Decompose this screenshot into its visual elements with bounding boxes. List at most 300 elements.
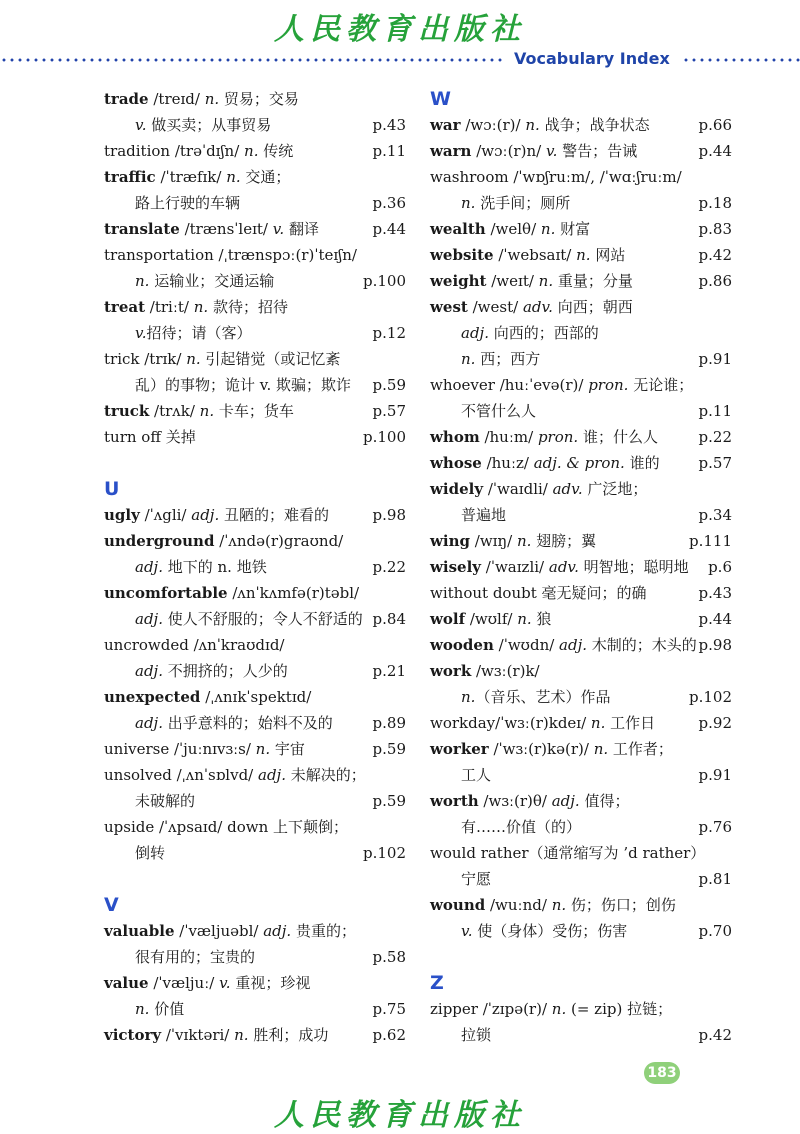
headword: traffic xyxy=(104,168,156,186)
index-entry-line xyxy=(430,216,732,242)
page-ref: p.44 xyxy=(698,142,732,160)
letter-heading-row xyxy=(430,86,732,112)
index-entry-line xyxy=(430,112,732,138)
page-ref: p.91 xyxy=(698,766,732,784)
definition: 丑陋的；难看的 xyxy=(219,506,330,524)
headword: worth xyxy=(430,792,479,810)
headword: whose xyxy=(430,454,482,472)
definition: 价值 xyxy=(149,1000,185,1018)
pronunciation: uncrowded /ʌnˈkraʊdɪd/ xyxy=(104,636,285,654)
page-ref: p.111 xyxy=(688,532,732,550)
page-ref: p.59 xyxy=(372,740,406,758)
pronunciation: /ˈwebsaɪt/ xyxy=(493,246,577,264)
index-entry-line xyxy=(104,554,406,580)
index-entry-line xyxy=(430,554,732,580)
pronunciation: /wɜː(r)θ/ xyxy=(478,792,552,810)
index-entry-line xyxy=(430,684,732,710)
definition: 毫无疑问；的确 xyxy=(541,584,647,602)
part-of-speech: n. xyxy=(517,610,532,628)
page-ref: p.22 xyxy=(698,428,732,446)
dotted-rule-left xyxy=(0,57,504,63)
pronunciation: /ˈwɜː(r)kə(r)/ xyxy=(488,740,594,758)
headword: wisely xyxy=(430,558,482,576)
index-entry-line xyxy=(430,892,732,918)
page-ref: p.89 xyxy=(372,714,406,732)
section-title: Vocabulary Index xyxy=(514,49,670,68)
headword: ugly xyxy=(104,506,140,524)
pronunciation: /ʌnˈkʌmfə(r)təbl/ xyxy=(227,584,360,602)
definition: 出乎意料的；始料不及的 xyxy=(162,714,333,732)
part-of-speech: n. xyxy=(193,298,209,316)
index-entry-line xyxy=(104,996,406,1022)
definition: 使（身体）受伤；伤害 xyxy=(472,922,628,940)
page-ref: p.44 xyxy=(698,610,732,628)
part-of-speech: n. xyxy=(226,168,241,186)
index-entry-line xyxy=(430,918,732,944)
page-ref: p.34 xyxy=(698,506,732,524)
pronunciation: unsolved /ˌʌnˈsɒlvd/ xyxy=(104,766,258,784)
definition: 工作日 xyxy=(605,714,656,732)
page-ref: p.43 xyxy=(372,116,406,134)
dotted-rule-right xyxy=(682,57,800,63)
part-of-speech: v. xyxy=(135,324,147,342)
part-of-speech: n. xyxy=(461,688,476,706)
index-entry-line xyxy=(430,164,732,190)
pronunciation: /ˌʌnɪkˈspektɪd/ xyxy=(200,688,312,706)
part-of-speech: v. xyxy=(461,922,473,940)
index-entry-line xyxy=(430,840,732,866)
headword: widely xyxy=(430,480,484,498)
part-of-speech: n. xyxy=(593,740,609,758)
part-of-speech: adv. xyxy=(548,558,579,576)
index-entry-line xyxy=(430,788,732,814)
part-of-speech: adj. xyxy=(135,610,163,628)
page-ref: p.81 xyxy=(698,870,732,888)
part-of-speech: n. xyxy=(234,1026,249,1044)
definition: 明智地；聪明地 xyxy=(578,558,689,576)
headword: war xyxy=(430,116,461,134)
definition: 工作者； xyxy=(608,740,673,758)
part-of-speech: n. xyxy=(186,350,201,368)
index-entry-line xyxy=(104,502,406,528)
pronunciation: /ˈwʊdn/ xyxy=(493,636,560,654)
page-ref: p.59 xyxy=(372,792,406,810)
page-ref: p.84 xyxy=(372,610,406,628)
page-ref: p.75 xyxy=(372,1000,406,1018)
part-of-speech: adj. xyxy=(135,662,163,680)
page-ref: p.57 xyxy=(372,402,406,420)
index-entry-line xyxy=(430,866,732,892)
index-entry-line xyxy=(104,580,406,606)
index-entry-line xyxy=(430,658,732,684)
page-ref: p.57 xyxy=(698,454,732,472)
part-of-speech: v. xyxy=(545,142,558,160)
index-entry-line xyxy=(430,190,732,216)
headword: website xyxy=(430,246,494,264)
pronunciation: /huːm/ xyxy=(479,428,538,446)
index-entry-line xyxy=(104,762,406,788)
page-ref: p.98 xyxy=(698,636,732,654)
page-ref: p.70 xyxy=(698,922,732,940)
headword: translate xyxy=(104,220,180,238)
page-ref: p.102 xyxy=(688,688,732,706)
pronunciation: /wɔː(r)n/ xyxy=(471,142,546,160)
index-entry-line xyxy=(430,476,732,502)
page-number-badge: 183 xyxy=(644,1062,680,1084)
page-ref: p.83 xyxy=(698,220,732,238)
part-of-speech: n. xyxy=(204,90,220,108)
page-ref: p.42 xyxy=(698,246,732,264)
headword: truck xyxy=(104,402,150,420)
definition: 警告；告诫 xyxy=(557,142,638,160)
page-ref: p.6 xyxy=(708,558,732,576)
section-spacer xyxy=(104,866,406,892)
headword: treat xyxy=(104,298,146,316)
index-entry-line xyxy=(104,112,406,138)
part-of-speech: n. xyxy=(516,532,532,550)
index-entry-line xyxy=(104,268,406,294)
index-entry-line xyxy=(430,268,732,294)
pronunciation: whoever /huːˈevə(r)/ xyxy=(430,376,589,394)
index-entry-line xyxy=(104,320,406,346)
index-entry-line xyxy=(104,710,406,736)
index-entry-line xyxy=(104,294,406,320)
headword: worker xyxy=(430,740,489,758)
index-entry-line xyxy=(430,424,732,450)
part-of-speech: n. xyxy=(551,896,567,914)
page-ref: p.11 xyxy=(372,142,406,160)
pronunciation: universe /ˈjuːnɪvɜːs/ xyxy=(104,740,256,758)
part-of-speech: n. xyxy=(590,714,606,732)
definition: 重量；分量 xyxy=(553,272,633,290)
definition: (= zip) 拉链； xyxy=(566,1000,673,1018)
definition: 招待；请（客） xyxy=(146,324,252,342)
part-of-speech: n. xyxy=(135,272,150,290)
headword: unexpected xyxy=(104,688,201,706)
pronunciation: /wɔː(r)/ xyxy=(460,116,526,134)
pronunciation: zipper /ˈzɪpə(r)/ xyxy=(430,1000,552,1018)
headword: whom xyxy=(430,428,480,446)
right-column xyxy=(430,86,732,1048)
pronunciation: without doubt xyxy=(430,584,542,602)
index-entry-line xyxy=(430,606,732,632)
part-of-speech: adv. xyxy=(552,480,583,498)
index-entry-line xyxy=(104,138,406,164)
definition: 谁的 xyxy=(624,454,660,472)
pronunciation: turn off xyxy=(104,428,166,446)
definition: 有……价值（的） xyxy=(461,818,582,836)
part-of-speech: n. xyxy=(255,740,271,758)
definition: 不拥挤的；人少的 xyxy=(162,662,288,680)
definition: 宁愿 xyxy=(461,870,492,888)
pronunciation: workday/ˈwɜː(r)kdeɪ/ xyxy=(430,714,591,732)
letter-heading-row xyxy=(104,476,406,502)
definition: 使人不舒服的；令人不舒适的 xyxy=(162,610,363,628)
page-ref: p.86 xyxy=(698,272,732,290)
index-entry-line xyxy=(430,996,732,1022)
pronunciation: /wʊlf/ xyxy=(465,610,518,628)
index-entry-line xyxy=(430,736,732,762)
definition: 未解决的； xyxy=(285,766,366,784)
definition: 谁；什么人 xyxy=(578,428,658,446)
part-of-speech: adj. xyxy=(135,558,163,576)
definition: 胜利；成功 xyxy=(248,1026,329,1044)
index-entry-line xyxy=(430,242,732,268)
pronunciation: /ˈvæljuəbl/ xyxy=(174,922,264,940)
index-entry-line xyxy=(104,398,406,424)
page-ref: p.42 xyxy=(698,1026,732,1044)
definition: 贵重的； xyxy=(291,922,356,940)
index-entry-line xyxy=(430,398,732,424)
page-ref: p.12 xyxy=(372,324,406,342)
part-of-speech: n. xyxy=(461,194,476,212)
definition: 网站 xyxy=(590,246,626,264)
part-of-speech: adj. xyxy=(461,324,489,342)
definition: 木制的；木头的 xyxy=(587,636,697,654)
index-entry-line xyxy=(430,320,732,346)
definition: 卡车；货车 xyxy=(214,402,294,420)
index-entry-line xyxy=(430,1022,732,1048)
definition: 传统 xyxy=(258,142,294,160)
part-of-speech: pron. xyxy=(588,376,629,394)
page-ref: p.22 xyxy=(372,558,406,576)
headword: victory xyxy=(104,1026,162,1044)
page-ref: p.100 xyxy=(362,272,406,290)
pronunciation: tradition /trəˈdɪʃn/ xyxy=(104,142,245,160)
letter-heading: U xyxy=(104,478,120,500)
page-ref: p.36 xyxy=(372,194,406,212)
part-of-speech: pron. xyxy=(537,428,579,446)
index-entry-line xyxy=(104,346,406,372)
pronunciation: /ˈvæljuː/ xyxy=(148,974,220,992)
definition: 向西；朝西 xyxy=(552,298,633,316)
definition: 运输业；交通运输 xyxy=(149,272,275,290)
pronunciation: /wuːnd/ xyxy=(485,896,552,914)
index-entry-line xyxy=(430,346,732,372)
pronunciation: /ˈwaɪzli/ xyxy=(481,558,549,576)
page-ref: p.18 xyxy=(698,194,732,212)
index-entry-line xyxy=(104,814,406,840)
index-entry-line xyxy=(104,216,406,242)
letter-heading: W xyxy=(430,88,451,110)
definition: 不管什么人 xyxy=(461,402,537,420)
page-ref: p.11 xyxy=(698,402,732,420)
page-ref: p.92 xyxy=(698,714,732,732)
page-ref: p.98 xyxy=(372,506,406,524)
definition: 做买卖；从事贸易 xyxy=(146,116,272,134)
pronunciation: /wɪŋ/ xyxy=(470,532,517,550)
index-entry-line xyxy=(104,424,406,450)
headword: wolf xyxy=(430,610,466,628)
headword: trade xyxy=(104,90,149,108)
index-entry-line xyxy=(430,450,732,476)
section-spacer xyxy=(104,450,406,476)
definition: 翻译 xyxy=(284,220,319,238)
definition: 重视；珍视 xyxy=(230,974,311,992)
index-entry-line xyxy=(430,294,732,320)
part-of-speech: n. xyxy=(135,1000,150,1018)
page-ref: p.66 xyxy=(698,116,732,134)
definition: 宇宙 xyxy=(270,740,305,758)
part-of-speech: n. xyxy=(461,350,476,368)
definition: 地下的 n. 地铁 xyxy=(162,558,267,576)
definition: 倒转 xyxy=(135,844,166,862)
index-entry-line xyxy=(104,736,406,762)
pronunciation: /ˈʌgli/ xyxy=(139,506,192,524)
part-of-speech: adj. xyxy=(263,922,292,940)
part-of-speech: n. xyxy=(244,142,259,160)
definition: 无论谁； xyxy=(628,376,694,394)
index-entry-line xyxy=(104,944,406,970)
definition: （音乐、艺术）作品 xyxy=(475,688,611,706)
left-column xyxy=(104,86,406,1048)
part-of-speech: adj. xyxy=(135,714,163,732)
index-entry-line xyxy=(430,814,732,840)
part-of-speech: adj. & pron. xyxy=(533,454,625,472)
index-entry-line xyxy=(104,658,406,684)
part-of-speech: v. xyxy=(272,220,285,238)
pronunciation: /west/ xyxy=(467,298,523,316)
headword: underground xyxy=(104,532,215,550)
pronunciation: /wɜː(r)k/ xyxy=(471,662,540,680)
part-of-speech: n. xyxy=(540,220,556,238)
index-entry-line xyxy=(104,86,406,112)
definition: 未破解的 xyxy=(135,792,196,810)
part-of-speech: n. xyxy=(576,246,591,264)
definition: 普遍地 xyxy=(461,506,507,524)
index-entry-line xyxy=(104,528,406,554)
definition: 关掉 xyxy=(165,428,196,446)
pronunciation: would rather（通常缩写为 ’d rather） xyxy=(430,844,706,862)
index-entry-line xyxy=(430,528,732,554)
pronunciation: /trʌk/ xyxy=(149,402,200,420)
definition: 交通； xyxy=(240,168,291,186)
letter-heading-row xyxy=(430,970,732,996)
page-ref: p.59 xyxy=(372,376,406,394)
definition: 值得； xyxy=(579,792,630,810)
index-entry-line xyxy=(430,580,732,606)
definition: 狼 xyxy=(531,610,552,628)
definition: 引起错觉（或记忆紊 xyxy=(200,350,341,368)
definition: 向西的；西部的 xyxy=(488,324,599,342)
pronunciation: /ˈvɪktəri/ xyxy=(161,1026,235,1044)
part-of-speech: n. xyxy=(525,116,540,134)
index-entry-line xyxy=(104,164,406,190)
pronunciation: /ˈʌndə(r)graʊnd/ xyxy=(214,532,344,550)
headword: valuable xyxy=(104,922,175,940)
pronunciation: /trænsˈleɪt/ xyxy=(179,220,273,238)
definition: 乱）的事物；诡计 v. 欺骗；欺诈 xyxy=(135,376,351,394)
part-of-speech: v. xyxy=(219,974,231,992)
headword: work xyxy=(430,662,472,680)
headword: weight xyxy=(430,272,487,290)
index-entry-line xyxy=(104,632,406,658)
definition: 款待；招待 xyxy=(208,298,288,316)
definition: 财富 xyxy=(555,220,591,238)
part-of-speech: v. xyxy=(135,116,147,134)
section-spacer xyxy=(430,944,732,970)
headword: west xyxy=(430,298,468,316)
page-ref: p.76 xyxy=(698,818,732,836)
pronunciation: washroom /ˈwɒʃruːm/, /ˈwɑːʃruːm/ xyxy=(430,168,682,186)
headword: wing xyxy=(430,532,471,550)
definition: 很有用的；宝贵的 xyxy=(135,948,256,966)
pronunciation: /ˈwaɪdli/ xyxy=(483,480,553,498)
definition: 广泛地； xyxy=(582,480,648,498)
pronunciation: /weɪt/ xyxy=(486,272,539,290)
part-of-speech: n. xyxy=(551,1000,567,1018)
pronunciation: /treɪd/ xyxy=(148,90,205,108)
index-entry-line xyxy=(104,242,406,268)
index-entry-line xyxy=(430,710,732,736)
pronunciation: trick /trɪk/ xyxy=(104,350,187,368)
definition: 翅膀；翼 xyxy=(531,532,597,550)
page-ref: p.43 xyxy=(698,584,732,602)
index-entry-line xyxy=(430,372,732,398)
definition: 路上行驶的车辆 xyxy=(135,194,241,212)
page-ref: p.91 xyxy=(698,350,732,368)
part-of-speech: adj. xyxy=(258,766,286,784)
index-entry-line xyxy=(104,970,406,996)
index-entry-line xyxy=(430,632,732,658)
page-ref: p.102 xyxy=(362,844,406,862)
part-of-speech: adj. xyxy=(191,506,220,524)
part-of-speech: n. xyxy=(199,402,215,420)
page-ref: p.62 xyxy=(372,1026,406,1044)
index-entry-line xyxy=(104,840,406,866)
definition: 洗手间；厕所 xyxy=(475,194,571,212)
pronunciation: /ˈtræfɪk/ xyxy=(155,168,227,186)
headword: wooden xyxy=(430,636,494,654)
publisher-logo-top: 人民教育出版社 xyxy=(274,12,526,47)
page-ref: p.21 xyxy=(372,662,406,680)
headword: uncomfortable xyxy=(104,584,228,602)
pronunciation: transportation /ˌtrænspɔː(r)ˈteɪʃn/ xyxy=(104,246,357,264)
publisher-logo-bottom: 人民教育出版社 xyxy=(274,1098,526,1133)
part-of-speech: n. xyxy=(538,272,554,290)
pronunciation: /huːz/ xyxy=(481,454,534,472)
letter-heading: Z xyxy=(430,972,444,994)
index-entry-line xyxy=(430,502,732,528)
page-ref: p.100 xyxy=(362,428,406,446)
pronunciation: /welθ/ xyxy=(485,220,541,238)
headword: wealth xyxy=(430,220,486,238)
part-of-speech: adj. xyxy=(551,792,580,810)
pronunciation: /triːt/ xyxy=(145,298,194,316)
pronunciation: upside /ˈʌpsaɪd/ down xyxy=(104,818,274,836)
page-ref: p.44 xyxy=(372,220,406,238)
letter-heading-row xyxy=(104,892,406,918)
index-entry-line xyxy=(104,684,406,710)
index-entry-line xyxy=(104,918,406,944)
index-entry-line xyxy=(104,190,406,216)
page-ref: p.58 xyxy=(372,948,406,966)
definition: 西；西方 xyxy=(475,350,541,368)
definition: 工人 xyxy=(461,766,492,784)
index-entry-line xyxy=(104,606,406,632)
part-of-speech: adv. xyxy=(522,298,553,316)
index-entry-line xyxy=(104,1022,406,1048)
letter-heading: V xyxy=(104,894,119,916)
index-entry-line xyxy=(104,372,406,398)
definition: 伤；伤口；创伤 xyxy=(566,896,676,914)
definition: 上下颠倒； xyxy=(273,818,349,836)
headword: warn xyxy=(430,142,472,160)
headword: value xyxy=(104,974,149,992)
definition: 拉锁 xyxy=(461,1026,492,1044)
definition: 战争；战争状态 xyxy=(539,116,650,134)
index-entry-line xyxy=(104,788,406,814)
